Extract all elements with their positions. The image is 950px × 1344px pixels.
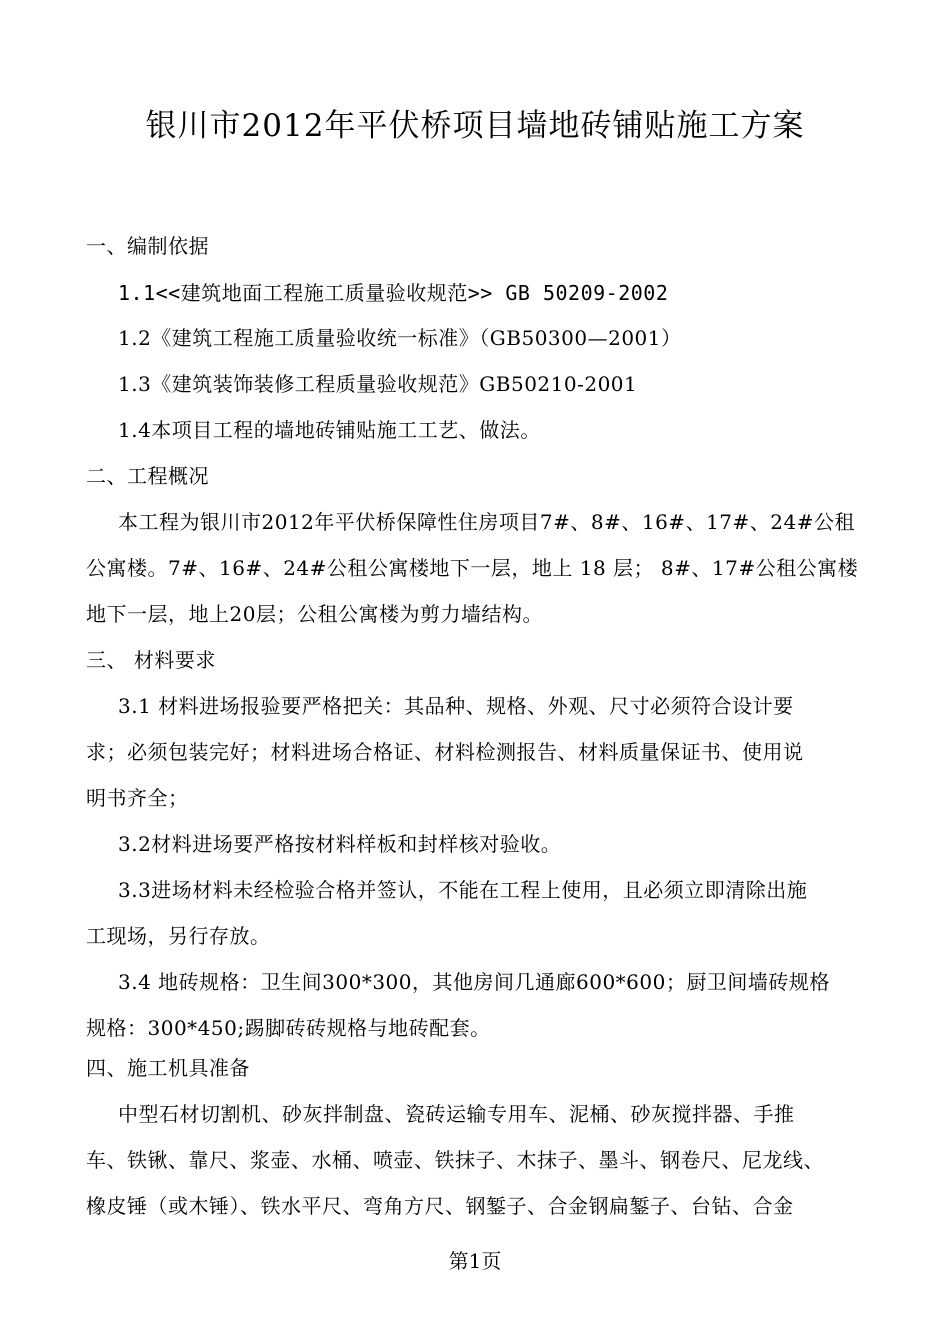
page-number: 第1页	[448, 1249, 502, 1273]
materials-text-line: 3.4 地砖规格：卫生间300*300，其他房间几通廊600*600；厨卫间墙砖规格	[118, 970, 830, 994]
overview-text-line: 本工程为银川市2012年平伏桥保障性住房项目7#、8#、16#、17#、24#公租	[118, 510, 855, 534]
basis-item: 1.2《建筑工程施工质量验收统一标准》（GB50300—2001）	[118, 326, 682, 350]
basis-item: 1.3《建筑装饰装修工程质量验收规范》GB50210-2001	[118, 372, 638, 396]
materials-text-line: 工现场，另行存放。	[86, 924, 271, 948]
materials-text-line: 规格：300*450;踢脚砖砖规格与地砖配套。	[86, 1016, 491, 1040]
section-heading-materials: 三、 材料要求	[86, 648, 216, 672]
overview-text-line: 公寓楼。7#、16#、24#公租公寓楼地下一层，地上 18 层； 8#、17#公租公寓楼	[86, 556, 859, 580]
overview-text-line: 地下一层，地上20层；公租公寓楼为剪力墙结构。	[86, 602, 543, 626]
tools-text-line: 中型石材切割机、砂灰拌制盘、瓷砖运输专用车、泥桶、砂灰搅拌器、手推	[118, 1102, 795, 1126]
basis-item: 1.4本项目工程的墙地砖铺贴施工工艺、做法。	[118, 418, 541, 442]
tools-text-line: 橡皮锤（或木锤）、铁水平尺、弯角方尺、钢錾子、合金钢扁錾子、台钻、合金	[86, 1194, 794, 1218]
document-title: 银川市2012年平伏桥项目墙地砖铺贴施工方案	[145, 108, 805, 144]
section-heading-overview: 二、工程概况	[86, 464, 209, 488]
materials-text-line: 3.3进场材料未经检验合格并签认，不能在工程上使用，且必须立即清除出施	[118, 878, 808, 902]
materials-text-line: 3.2材料进场要严格按材料样板和封样核对验收。	[118, 832, 562, 856]
materials-text-line: 3.1 材料进场报验要严格把关：其品种、规格、外观、尺寸必须符合设计要	[118, 694, 794, 718]
basis-item: 1.1<<建筑地面工程施工质量验收规范>> GB 50209-2002	[118, 281, 669, 305]
section-heading-tools: 四、施工机具准备	[86, 1056, 250, 1080]
section-heading-basis: 一、编制依据	[86, 234, 209, 258]
materials-text-line: 求；必须包装完好；材料进场合格证、材料检测报告、材料质量保证书、使用说	[86, 740, 804, 764]
materials-text-line: 明书齐全；	[86, 786, 189, 810]
tools-text-line: 车、铁锹、靠尺、浆壶、水桶、喷壶、铁抹子、木抹子、墨斗、钢卷尺、尼龙线、	[86, 1148, 824, 1172]
